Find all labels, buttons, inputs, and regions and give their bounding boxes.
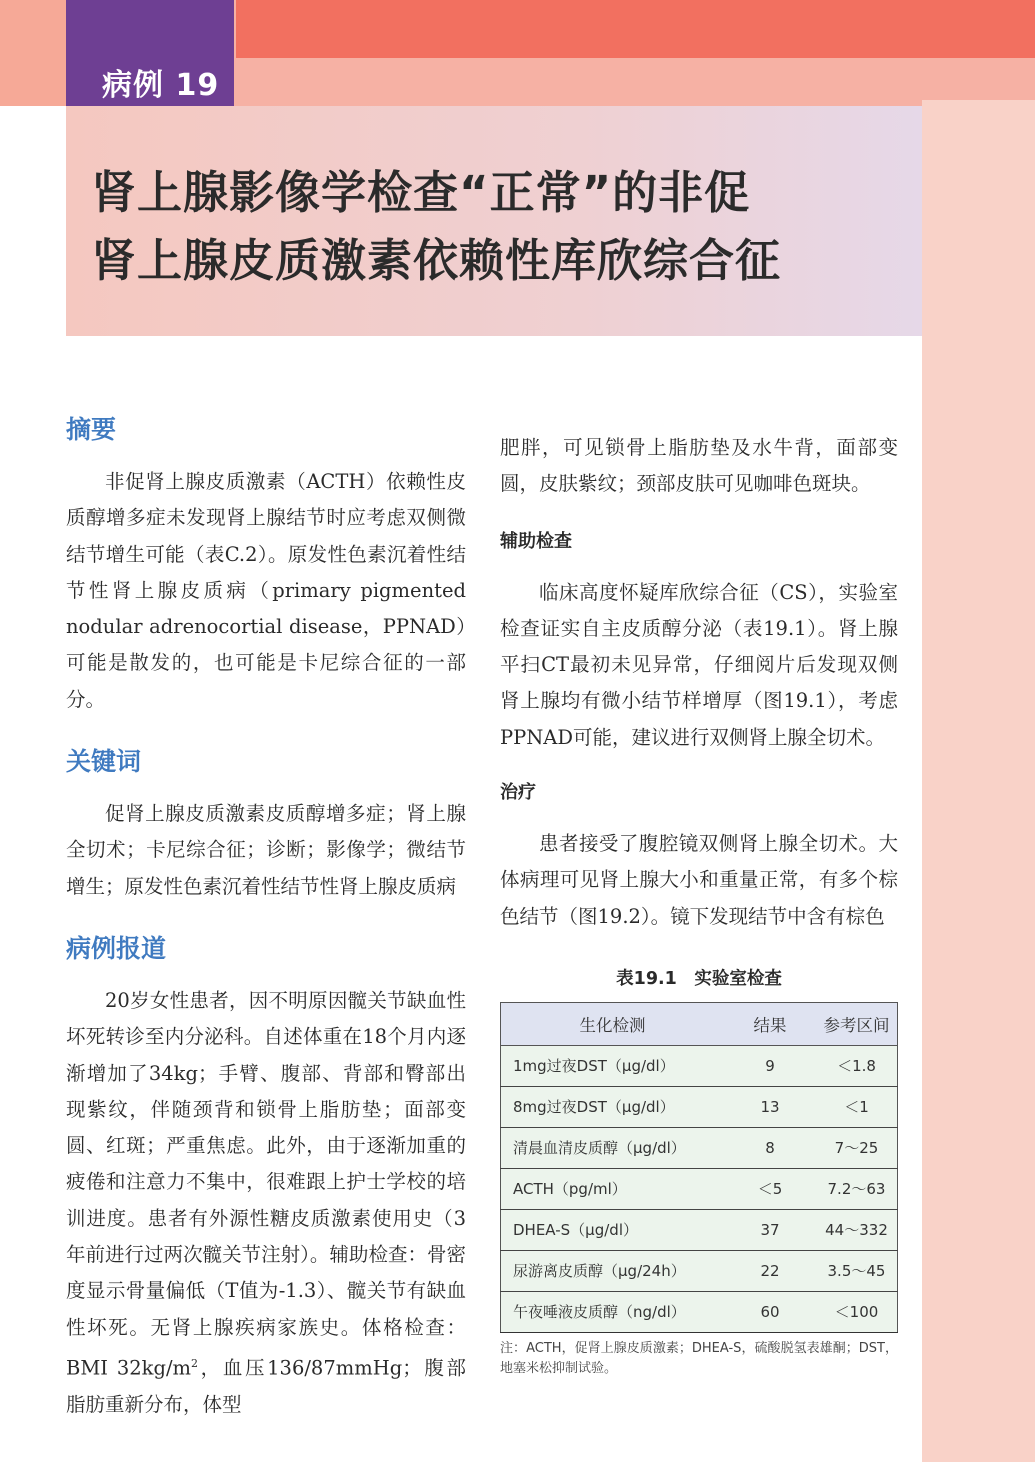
keywords-heading: 关键词 bbox=[66, 747, 142, 777]
table-header-result: 结果 bbox=[724, 1002, 816, 1045]
table-cell-test: 清晨血清皮质醇（μg/dl） bbox=[501, 1127, 725, 1168]
case-report-text bbox=[66, 983, 466, 1423]
table-cell-reference: 7～25 bbox=[816, 1127, 898, 1168]
case-report-continued: 肥胖，可见锁骨上脂肪垫及水牛背，面部变圆，皮肤紫纹；颈部皮肤可见咖啡色斑块。 bbox=[500, 436, 898, 496]
table-title: 表19.1 实验室检查 bbox=[616, 968, 782, 989]
right-margin-band bbox=[922, 100, 1035, 1462]
header-band-dark bbox=[236, 0, 1035, 58]
table-cell-reference: ＜100 bbox=[816, 1291, 898, 1332]
title-line-1: 肾上腺影像学检查“正常”的非促 bbox=[91, 166, 751, 219]
table-row bbox=[501, 1209, 898, 1250]
auxiliary-heading: 辅助检查 bbox=[500, 530, 572, 552]
table-header-reference: 参考区间 bbox=[816, 1002, 898, 1045]
title-block bbox=[66, 106, 922, 336]
table-cell-test: 1mg过夜DST（μg/dl） bbox=[501, 1045, 725, 1086]
right-column bbox=[500, 430, 898, 1379]
keywords-text: 促肾上腺皮质激素皮质醇增多症；肾上腺全切术；卡尼综合征；诊断；影像学；微结节增生；原发性色素沉着性结节性肾上腺皮质病 bbox=[66, 802, 466, 898]
table-cell-test: 尿游离皮质醇（μg/24h） bbox=[501, 1250, 725, 1291]
table-cell-test: 午夜唾液皮质醇（ng/dl） bbox=[501, 1291, 725, 1332]
case-report-text-part2: ，血压136/87mmHg；腹部脂肪重新分布，体型 bbox=[66, 1356, 467, 1416]
table-cell-reference: 44～332 bbox=[816, 1209, 898, 1250]
table-cell-reference: 7.2～63 bbox=[816, 1168, 898, 1209]
table-cell-result: 22 bbox=[724, 1250, 816, 1291]
table-cell-result: ＜5 bbox=[724, 1168, 816, 1209]
table-cell-reference: 3.5～45 bbox=[816, 1250, 898, 1291]
table-cell-test: DHEA-S（μg/dl） bbox=[501, 1209, 725, 1250]
table-header-row bbox=[501, 1002, 898, 1045]
table-row bbox=[501, 1250, 898, 1291]
table-row bbox=[501, 1168, 898, 1209]
case-label: 病例 19 bbox=[102, 68, 220, 103]
treatment-text: 患者接受了腹腔镜双侧肾上腺全切术。大体病理可见肾上腺大小和重量正常，有多个棕色结节（图19.2）。镜下发现结节中含有棕色 bbox=[500, 832, 898, 928]
left-column bbox=[66, 410, 466, 1423]
table-cell-result: 13 bbox=[724, 1086, 816, 1127]
superscript: 2 bbox=[191, 1356, 199, 1370]
table-header-test: 生化检测 bbox=[501, 1002, 725, 1045]
header-band-left bbox=[0, 0, 66, 106]
table-cell-test: 8mg过夜DST（μg/dl） bbox=[501, 1086, 725, 1127]
title-line-2: 肾上腺皮质激素依赖性库欣综合征 bbox=[91, 234, 782, 287]
table-row bbox=[501, 1127, 898, 1168]
table-note: 注：ACTH，促肾上腺皮质激素；DHEA-S，硫酸脱氢表雄酮；DST，地塞米松抑制试验。 bbox=[500, 1340, 898, 1376]
table-row bbox=[501, 1045, 898, 1086]
case-report-text-part1: 20岁女性患者，因不明原因髋关节缺血性坏死转诊至内分泌科。自述体重在18个月内逐渐增加了34kg；手臂、腹部、背部和臀部出现紫纹，伴随颈背和锁骨上脂肪垫；面部变圆、红斑；严重焦虑。此外，由于逐渐加重的疲倦和注意力不集中，很难跟上护士学校的培训进度。患者有外源性糖皮质激素使用史（3年前进行过两次髋关节注射）。辅助检查：骨密度显示骨量偏低（T值为-1.3）、髋关节有缺血性坏死。无肾上腺疾病家族史。体格检查：BMI 32kg/m bbox=[66, 988, 466, 1380]
table-row bbox=[501, 1291, 898, 1332]
abstract-heading: 摘要 bbox=[66, 415, 117, 444]
table-cell-test: ACTH（pg/ml） bbox=[501, 1168, 725, 1209]
table-cell-result: 8 bbox=[724, 1127, 816, 1168]
table-row bbox=[501, 1086, 898, 1127]
table-cell-reference: ＜1 bbox=[816, 1086, 898, 1127]
abstract-text: 非促肾上腺皮质激素（ACTH）依赖性皮质醇增多症未发现肾上腺结节时应考虑双侧微结节增生可能（表C.2）。原发性色素沉着性结节性肾上腺皮质病（primary pigmented nodular adrenocortial disease，PPNAD）可能是散发的，也可能是卡尼综合征的一部分。 bbox=[66, 470, 466, 711]
table-cell-result: 37 bbox=[724, 1209, 816, 1250]
auxiliary-text: 临床高度怀疑库欣综合征（CS），实验室检查证实自主皮质醇分泌（表19.1）。肾上腺平扫CT最初未见异常，仔细阅片后发现双侧肾上腺均有微小结节样增厚（图19.1），考虑PPNAD可能，建议进行双侧肾上腺全切术。 bbox=[500, 580, 898, 749]
table-cell-result: 9 bbox=[724, 1045, 816, 1086]
lab-table bbox=[500, 1002, 898, 1333]
case-number-tab bbox=[66, 0, 234, 106]
case-report-heading: 病例报道 bbox=[66, 933, 167, 963]
treatment-heading: 治疗 bbox=[500, 782, 536, 804]
table-cell-result: 60 bbox=[724, 1291, 816, 1332]
table-cell-reference: ＜1.8 bbox=[816, 1045, 898, 1086]
